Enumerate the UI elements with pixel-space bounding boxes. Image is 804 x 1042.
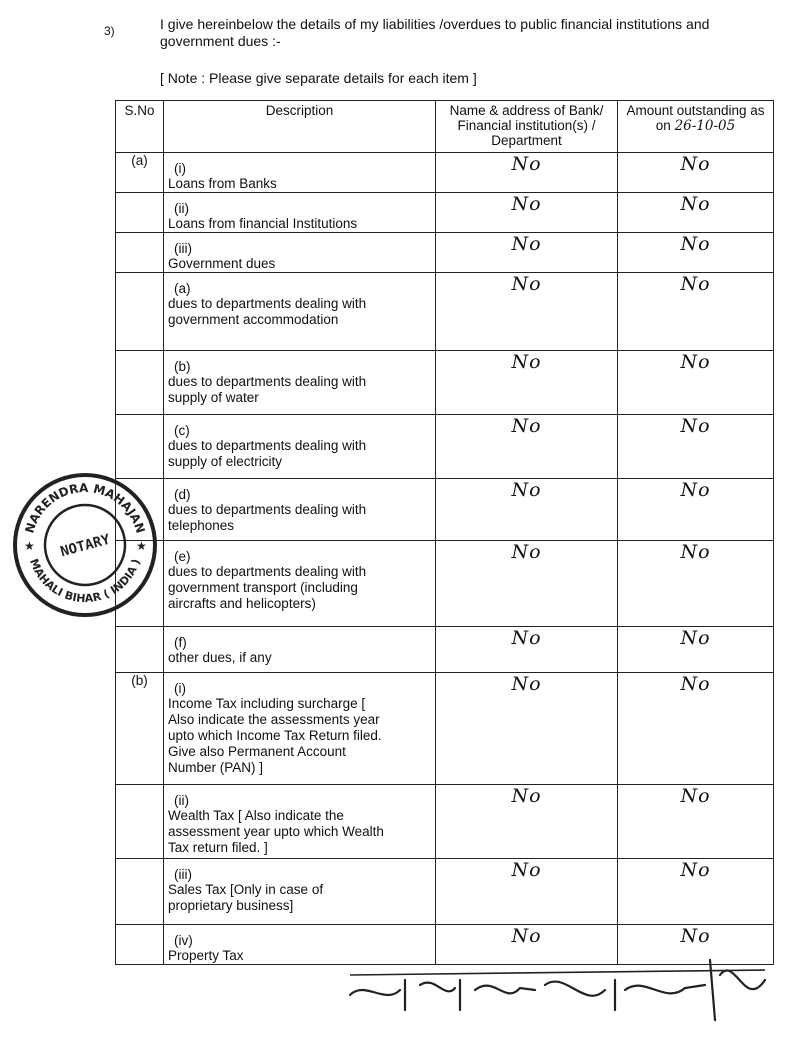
table-row — [116, 415, 774, 479]
row-bank-entry: No — [436, 479, 618, 541]
row-bank-entry: No — [436, 351, 618, 415]
row-description-cell — [164, 627, 436, 673]
table-row — [116, 153, 774, 193]
row-description-cell — [164, 193, 436, 233]
row-bank-entry: No — [436, 193, 618, 233]
row-bank-entry: No — [436, 541, 618, 627]
row-sub-number: (d) — [174, 487, 191, 502]
row-description: Loans from financial Institutions — [168, 216, 358, 231]
row-sub-number: (iv) — [174, 933, 193, 948]
header-sno: S.No — [116, 101, 164, 153]
header-amount-date: 26-10-05 — [674, 118, 736, 134]
row-sub-number: (c) — [174, 423, 190, 438]
row-bank-entry: No — [436, 925, 618, 965]
row-amount-entry: No — [618, 233, 774, 273]
row-amount-entry: No — [618, 541, 774, 627]
row-amount-entry: No — [618, 859, 774, 925]
row-description-cell — [164, 351, 436, 415]
row-description: Loans from Banks — [168, 176, 277, 191]
intro-text: I give hereinbelow the details of my liabilities /overdues to public financial institutions and government dues :- — [160, 16, 710, 49]
row-description: Government dues — [168, 256, 276, 271]
row-amount-entry: No — [618, 673, 774, 785]
row-sub-number: (i) — [174, 161, 186, 176]
row-description-cell — [164, 859, 436, 925]
item-number: 3) — [104, 24, 115, 38]
row-description: dues to departments dealing with government accommodation — [168, 296, 367, 327]
row-amount-entry: No — [618, 415, 774, 479]
row-bank-entry: No — [436, 415, 618, 479]
row-amount-entry: No — [618, 479, 774, 541]
row-sub-number: (iii) — [174, 241, 192, 256]
row-sno — [116, 193, 164, 233]
stamp-center-text: NOTARY — [58, 531, 112, 561]
table-header-row — [116, 101, 774, 153]
row-sno — [116, 627, 164, 673]
row-bank-entry: No — [436, 785, 618, 859]
row-sno — [116, 233, 164, 273]
row-amount-entry: No — [618, 193, 774, 233]
row-sub-number: (ii) — [174, 201, 189, 216]
row-sub-number: (b) — [174, 359, 191, 374]
row-description: dues to departments dealing with telephones — [168, 502, 367, 533]
table-row — [116, 785, 774, 859]
row-description: Wealth Tax [ Also indicate the assessment year upto which Wealth Tax return filed. ] — [168, 808, 384, 855]
row-amount-entry: No — [618, 925, 774, 965]
row-sub-number: (a) — [174, 281, 191, 296]
row-description: dues to departments dealing with government transport (including aircrafts and helicopters) — [168, 564, 367, 611]
table-row — [116, 541, 774, 627]
row-sub-number: (e) — [174, 549, 191, 564]
row-amount-entry: No — [618, 153, 774, 193]
row-sno — [116, 925, 164, 965]
note-text: [ Note : Please give separate details for each item ] — [160, 70, 477, 86]
stamp-top-text: NARENDRA MAHAJAN — [22, 480, 148, 535]
header-description: Description — [164, 101, 436, 153]
row-sub-number: (ii) — [174, 793, 189, 808]
row-sub-number: (f) — [174, 635, 187, 650]
table-row — [116, 479, 774, 541]
svg-text:★: ★ — [24, 539, 35, 553]
row-description: Sales Tax [Only in case of proprietary business] — [168, 882, 324, 913]
header-amount-label: Amount outstanding as on — [626, 103, 765, 133]
table-row — [116, 673, 774, 785]
row-sno: (a) — [116, 153, 164, 193]
svg-text:★: ★ — [136, 539, 147, 553]
header-bank: Name & address of Bank/ Financial institution(s) / Department — [436, 101, 618, 153]
row-description-cell — [164, 415, 436, 479]
row-description: dues to departments dealing with supply of electricity — [168, 438, 367, 469]
row-sno — [116, 351, 164, 415]
row-description-cell — [164, 273, 436, 351]
row-description-cell — [164, 233, 436, 273]
row-amount-entry: No — [618, 351, 774, 415]
row-sno — [116, 785, 164, 859]
row-amount-entry: No — [618, 785, 774, 859]
row-description-cell — [164, 785, 436, 859]
table-row — [116, 351, 774, 415]
row-bank-entry: No — [436, 153, 618, 193]
stamp-bottom-text: MAHALI BIHAR ( INDIA ) — [27, 556, 143, 606]
row-description-cell — [164, 479, 436, 541]
row-bank-entry: No — [436, 673, 618, 785]
row-description-cell — [164, 541, 436, 627]
svg-text:MAHALI BIHAR ( INDIA ) — [27, 557, 143, 605]
row-sno — [116, 415, 164, 479]
table-row — [116, 233, 774, 273]
table-row — [116, 859, 774, 925]
row-description: other dues, if any — [168, 650, 272, 665]
signature — [345, 950, 775, 1030]
row-description: dues to departments dealing with supply of water — [168, 374, 367, 405]
row-bank-entry: No — [436, 233, 618, 273]
row-sno — [116, 273, 164, 351]
row-sub-number: (i) — [174, 681, 186, 696]
row-amount-entry: No — [618, 627, 774, 673]
row-sno — [116, 859, 164, 925]
row-sub-number: (iii) — [174, 867, 192, 882]
notary-stamp — [10, 470, 160, 620]
row-amount-entry: No — [618, 273, 774, 351]
row-description: Income Tax including surcharge [ Also indicate the assessments year upto which Income Tax Return filed. Give also Permanent Account Number (PAN) ] — [168, 696, 382, 775]
row-bank-entry: No — [436, 627, 618, 673]
row-description: Property Tax — [168, 948, 244, 963]
table-row — [116, 627, 774, 673]
row-sno: (b) — [116, 673, 164, 785]
table-row — [116, 273, 774, 351]
table-row — [116, 193, 774, 233]
liabilities-table — [115, 100, 774, 965]
header-amount — [618, 101, 774, 153]
row-bank-entry: No — [436, 273, 618, 351]
row-bank-entry: No — [436, 859, 618, 925]
row-description-cell — [164, 673, 436, 785]
row-description-cell — [164, 153, 436, 193]
